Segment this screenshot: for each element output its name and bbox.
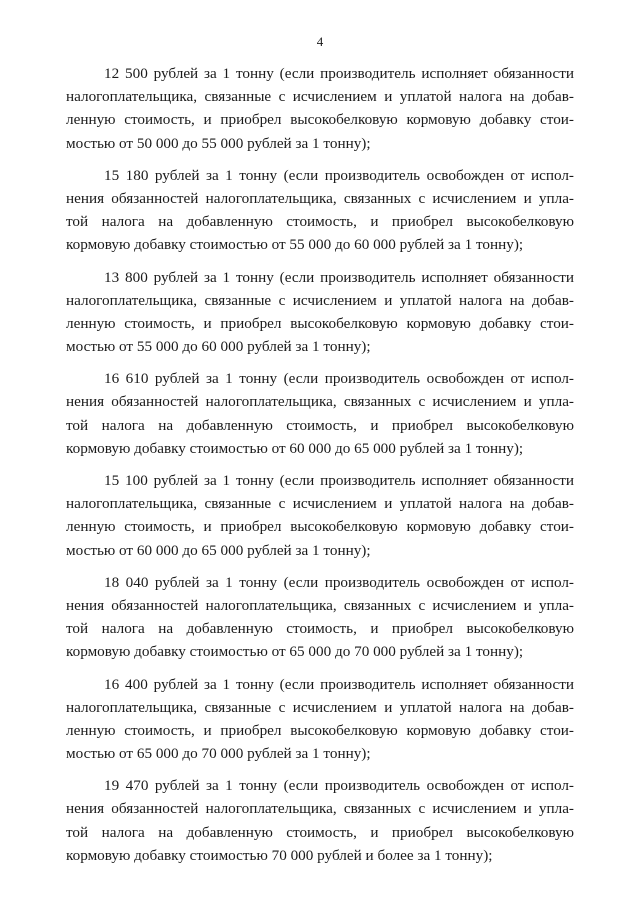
text-line: налогоплательщика, связанные с исчислением и уплатой налога на добав- (66, 495, 574, 513)
paragraph (66, 571, 574, 664)
text-line: мостью от 50 000 до 55 000 рублей за 1 тонну); (66, 134, 371, 152)
text-line: той налога на добавленную стоимость, и приобрел высокобелковую (66, 213, 574, 231)
text-line: ленную стоимость, и приобрел высокобелковую кормовую добавку стои- (66, 111, 574, 129)
text-line: ленную стоимость, и приобрел высокобелковую кормовую добавку стои- (66, 518, 574, 536)
paragraph (66, 774, 574, 867)
text-line: мостью от 55 000 до 60 000 рублей за 1 тонну); (66, 338, 371, 356)
text-line: нения обязанностей налогоплательщика, связанных с исчислением и упла- (66, 189, 574, 207)
text-line: нения обязанностей налогоплательщика, связанных с исчислением и упла- (66, 800, 574, 818)
text-line: налогоплательщика, связанные с исчислением и уплатой налога на добав- (66, 291, 574, 309)
text-line: мостью от 60 000 до 65 000 рублей за 1 тонну); (66, 541, 371, 559)
text-line: нения обязанностей налогоплательщика, связанных с исчислением и упла- (66, 596, 574, 614)
text-line: 19 470 рублей за 1 тонну (если производитель освобожден от испол- (104, 777, 574, 795)
text-line: 18 040 рублей за 1 тонну (если производитель освобожден от испол- (104, 573, 574, 591)
text-line: 15 100 рублей за 1 тонну (если производитель исполняет обязанности (104, 472, 574, 489)
text-line: 16 400 рублей за 1 тонну (если производитель исполняет обязанности (104, 675, 574, 693)
text-line: 13 800 рублей за 1 тонну (если производитель исполняет обязанности (104, 268, 574, 286)
paragraph (66, 62, 574, 155)
paragraph (66, 469, 574, 562)
text-line: налогоплательщика, связанные с исчислением и уплатой налога на добав- (66, 698, 574, 716)
text-line: ленную стоимость, и приобрел высокобелковую кормовую добавку стои- (66, 721, 574, 739)
text-line: кормовую добавку стоимостью от 60 000 до 65 000 рублей за 1 тонну); (66, 439, 524, 457)
paragraph (66, 164, 574, 257)
paragraph (66, 673, 574, 766)
text-line: кормовую добавку стоимостью 70 000 рублей и более за 1 тонну); (66, 846, 493, 864)
text-line: мостью от 65 000 до 70 000 рублей за 1 тонну); (66, 745, 371, 763)
text-line: налогоплательщика, связанные с исчислением и уплатой налога на добав- (66, 88, 574, 106)
text-line: кормовую добавку стоимостью от 65 000 до 70 000 рублей за 1 тонну); (66, 643, 524, 661)
text-line: 16 610 рублей за 1 тонну (если производитель освобожден от испол- (104, 370, 574, 388)
text-line: 12 500 рублей за 1 тонну (если производитель исполняет обязанности (104, 65, 574, 82)
page-number: 4 (316, 34, 324, 49)
text-line: той налога на добавленную стоимость, и приобрел высокобелковую (66, 620, 574, 638)
text-line: нения обязанностей налогоплательщика, связанных с исчислением и упла- (66, 393, 574, 411)
text-line: кормовую добавку стоимостью от 55 000 до 60 000 рублей за 1 тонну); (66, 236, 524, 254)
text-line: ленную стоимость, и приобрел высокобелковую кормовую добавку стои- (66, 314, 574, 332)
document-body (66, 62, 574, 876)
paragraph (66, 367, 574, 460)
text-line: той налога на добавленную стоимость, и приобрел высокобелковую (66, 823, 574, 841)
text-line: той налога на добавленную стоимость, и приобрел высокобелковую (66, 416, 574, 434)
paragraph (66, 266, 574, 359)
text-line: 15 180 рублей за 1 тонну (если производитель освобожден от испол- (104, 166, 574, 184)
